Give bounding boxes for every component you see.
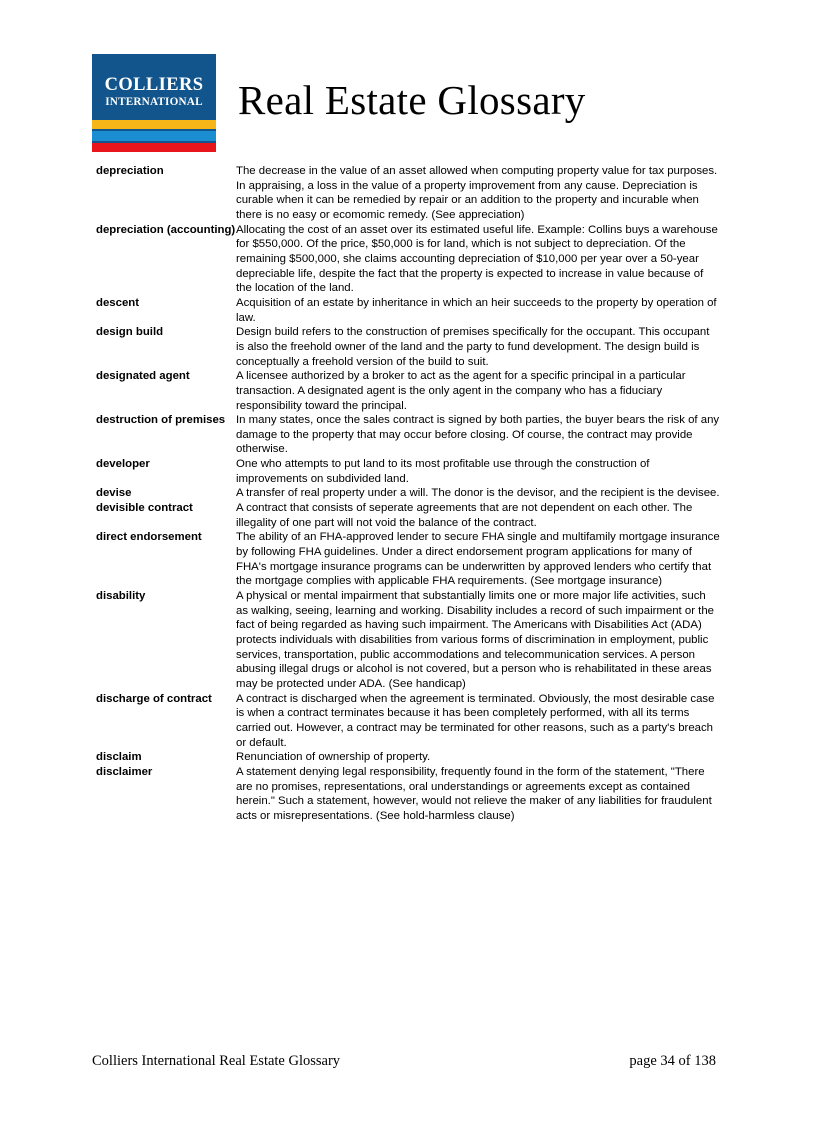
glossary-definition: A transfer of real property under a will. The donor is the devisor, and the recipient is the devisee.	[236, 487, 720, 500]
footer-page-number: page 34 of 138	[629, 1053, 716, 1069]
glossary-entry	[96, 750, 720, 765]
glossary-definition: Renunciation of ownership of property.	[236, 751, 431, 764]
glossary-term: destruction of premises	[96, 414, 226, 427]
glossary-definition: In many states, once the sales contract is signed by both parties, the buyer bears the risk of any damage to the property that may occur before closing. Of course, the contract may provide otherwise.	[236, 414, 720, 456]
logo-cyan-bar	[92, 131, 216, 141]
glossary-term: descent	[96, 296, 140, 309]
document-header	[92, 54, 716, 154]
glossary-term: devisible contract	[96, 502, 193, 515]
glossary-definition: A contract is discharged when the agreement is terminated. Obviously, the most desirable case is when a contract terminates because it has been completely performed, with all its terms carried out. However, a contract may be terminated for other reasons, such as a party's breach or default.	[236, 692, 715, 749]
glossary-entry	[96, 589, 720, 692]
glossary-term: devise	[96, 487, 132, 500]
colliers-logo	[92, 54, 216, 152]
glossary-entry	[96, 369, 720, 413]
glossary-entry	[96, 413, 720, 457]
glossary-entry	[96, 530, 720, 589]
glossary-term: depreciation	[96, 165, 164, 177]
logo-wordmark: COLLIERS	[104, 75, 204, 95]
glossary-term: direct endorsement	[96, 531, 202, 544]
glossary-definition: A licensee authorized by a broker to act as the agent for a specific principal in a particular transaction. A designated agent is the only agent in the company who has a fiduciary responsibility toward the principal.	[236, 370, 686, 412]
glossary-term: discharge of contract	[96, 692, 212, 705]
page-footer	[92, 1053, 716, 1070]
logo-yellow-bar	[92, 120, 216, 129]
logo-text	[92, 76, 216, 108]
glossary-definition: Allocating the cost of an asset over its estimated useful life. Example: Collins buys a warehouse for $550,000. Of the price, $50,000 is for land, which is not subject to depreciation. Of the remaining $500,000, she claims accounting depreciation of $10,000 per year over a 50-year depreciable life, despite the fact that the property is expected to increase in value because of the location of the land.	[236, 223, 718, 295]
glossary-definition: The decrease in the value of an asset allowed when computing property value for tax purposes. In appraising, a loss in the value of a property improvement from any cause. Depreciation is curable when it can be remedied by repair or an addition to the property and incurable when there is no easy or ecomomic remedy. (See appreciation)	[236, 165, 718, 221]
glossary-entry	[96, 457, 720, 486]
glossary-entry-list	[96, 164, 720, 824]
glossary-definition: Design build refers to the construction of premises specifically for the occupant. This occupant is also the freehold owner of the land and the party to fund development. The design build is conceptually a freehold version of the build to suit.	[236, 326, 710, 368]
glossary-entry	[96, 501, 720, 530]
glossary-definition: Acquisition of an estate by inheritance in which an heir succeeds to the property by operation of law.	[236, 296, 717, 324]
glossary-entry	[96, 325, 720, 369]
logo-red-bar	[92, 143, 216, 152]
glossary-entry	[96, 223, 720, 296]
logo-sub-wordmark: INTERNATIONAL	[105, 95, 203, 108]
glossary-term: developer	[96, 458, 150, 471]
footer-document-title: Colliers International Real Estate Glossary	[92, 1053, 341, 1069]
glossary-definition: A contract that consists of seperate agreements that are not dependent on each other. The illegality of one part will not void the balance of the contract.	[236, 502, 693, 529]
glossary-entry	[96, 164, 720, 223]
glossary-definition: The ability of an FHA-approved lender to secure FHA single and multifamily mortgage insurance by following FHA guidelines. Under a direct endorsement program applications for many of FHA's mortgage insurance programs can be underwritten by approved lenders who certify that the mortgage complies with applicable FHA requirements. (See mortgage insurance)	[236, 531, 720, 588]
glossary-term: depreciation (accounting)	[96, 223, 236, 236]
glossary-term: disability	[96, 590, 146, 603]
glossary-definition: One who attempts to put land to its most profitable use through the construction of improvements on subdivided land.	[236, 458, 650, 485]
glossary-definition: A physical or mental impairment that substantially limits one or more major life activities, such as walking, seeing, learning and working. Disability includes a record of such impairment or the fact of being regarded as having such impairment. The Americans with Disabilities Act (ADA) protects individuals with disabilities from various forms of discrimination in employment, public services, transportation, public accommodations and telecommunication services. A person abusing illegal drugs or alcohol is not covered, but a person who is rehabilitated in these areas may be protected under ADA. (See handicap)	[236, 590, 715, 690]
glossary-definition: A statement denying legal responsibility, frequently found in the form of the statement, "There are no promises, representations, oral understandings or agreements except as contained herein." Such a statement, however, would not relieve the maker of any liabilities for fraudulent acts or misrepresentations. (See hold-harmless clause)	[236, 765, 712, 822]
glossary-term: design build	[96, 326, 164, 339]
glossary-term: designated agent	[96, 370, 190, 383]
glossary-entry	[96, 486, 720, 501]
glossary-entry	[96, 692, 720, 751]
glossary-entry	[96, 765, 720, 824]
glossary-term: disclaimer	[96, 765, 153, 778]
glossary-term: disclaim	[96, 751, 142, 764]
page-title: Real Estate Glossary	[238, 77, 586, 123]
glossary-entry	[96, 296, 720, 325]
